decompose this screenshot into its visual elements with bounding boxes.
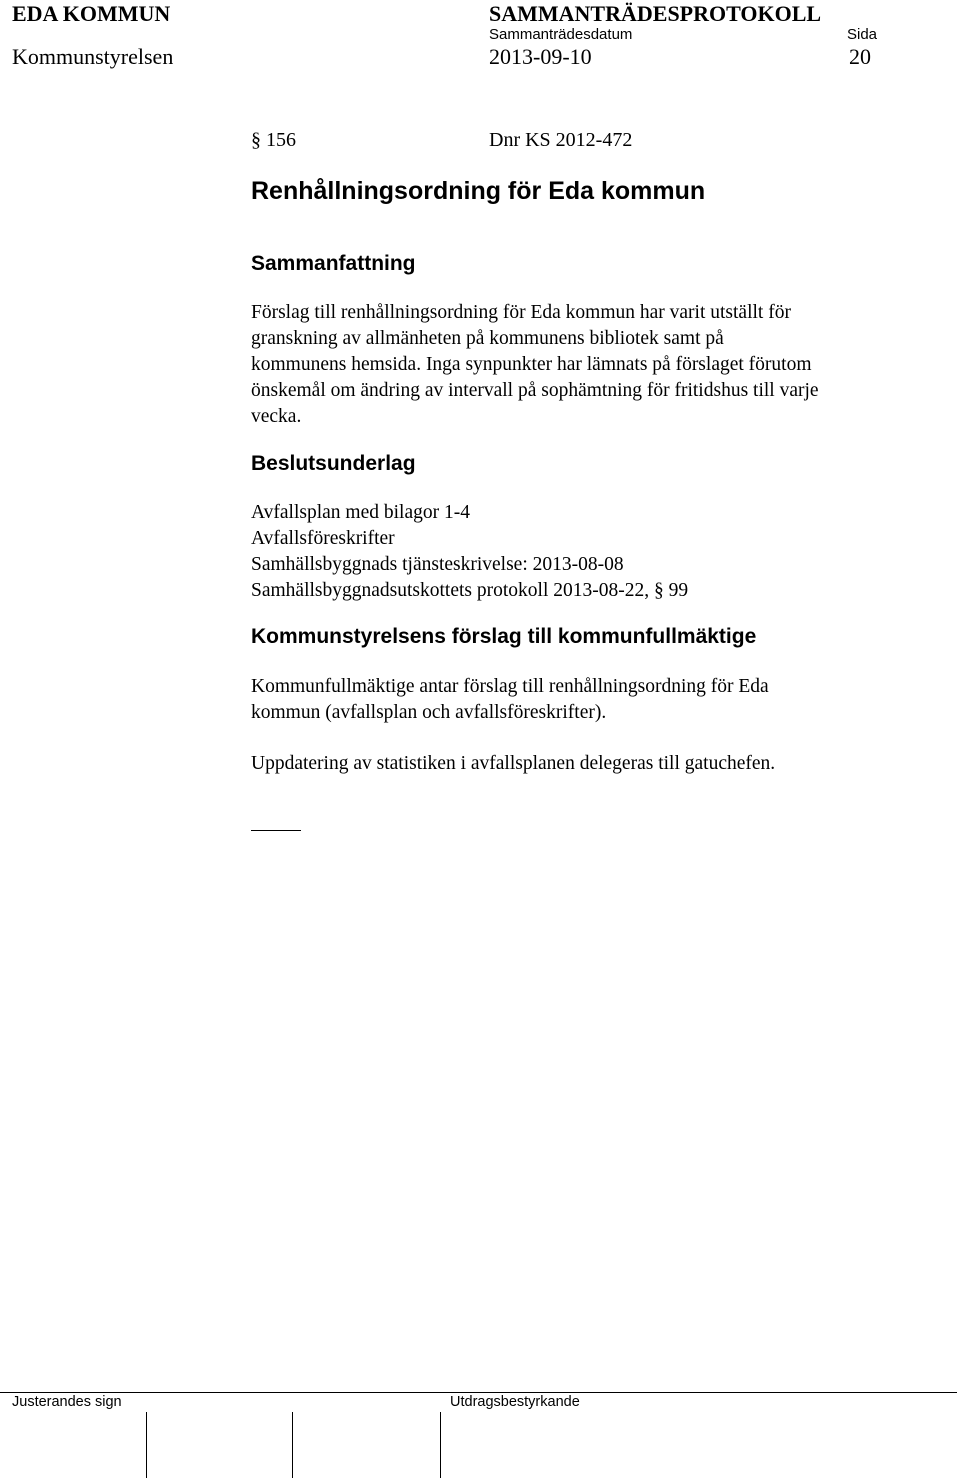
basis-item: Samhällsbyggnadsutskottets protokoll 2013-08-22, § 99 — [251, 580, 689, 601]
summary-line: Förslag till renhållningsordning för Eda kommun har varit utställt för — [251, 302, 791, 323]
basis-item: Avfallsplan med bilagor 1-4 — [251, 502, 470, 523]
summary-line: vecka. — [251, 406, 302, 427]
proposal-line: kommun (avfallsplan och avfallsföreskrifter). — [251, 702, 607, 723]
summary-line: önskemål om ändring av intervall på sophämtning för fritidshus till varje — [251, 380, 819, 401]
page-label: Sida — [847, 26, 878, 43]
meeting-date: 2013-09-10 — [489, 44, 592, 69]
proposal-line: Kommunfullmäktige antar förslag till renhållningsordning för Eda — [251, 676, 769, 697]
summary-heading: Sammanfattning — [251, 252, 416, 275]
basis-item: Samhällsbyggnads tjänsteskrivelse: 2013-08-08 — [251, 554, 624, 575]
body-name: Kommunstyrelsen — [12, 44, 174, 69]
sign-box-divider — [440, 1412, 441, 1478]
sign-box-divider — [146, 1412, 147, 1478]
summary-line: kommunens hemsida. Inga synpunkter har lämnats på förslaget förutom — [251, 354, 812, 375]
summary-line: granskning av allmänheten på kommunens bibliotek samt på — [251, 328, 724, 349]
registration-number: Dnr KS 2012-472 — [489, 129, 633, 151]
sign-label: Justerandes sign — [12, 1394, 122, 1410]
basis-item: Avfallsföreskrifter — [251, 528, 395, 549]
document-type: SAMMANTRÄDESPROTOKOLL — [489, 1, 822, 26]
proposal-extra: Uppdatering av statistiken i avfallsplanen delegeras till gatuchefen. — [251, 753, 776, 774]
paragraph-number: § 156 — [251, 129, 296, 151]
certify-label: Utdragsbestyrkande — [450, 1394, 580, 1410]
end-separator — [251, 830, 301, 831]
page-number: 20 — [849, 44, 871, 69]
sign-box-divider — [292, 1412, 293, 1478]
organization-name: EDA KOMMUN — [12, 1, 171, 26]
date-label: Sammanträdesdatum — [489, 26, 633, 43]
footer-divider — [0, 1392, 957, 1393]
proposal-heading: Kommunstyrelsens förslag till kommunfullmäktige — [251, 625, 757, 648]
page-title: Renhållningsordning för Eda kommun — [251, 177, 706, 205]
basis-heading: Beslutsunderlag — [251, 452, 416, 475]
